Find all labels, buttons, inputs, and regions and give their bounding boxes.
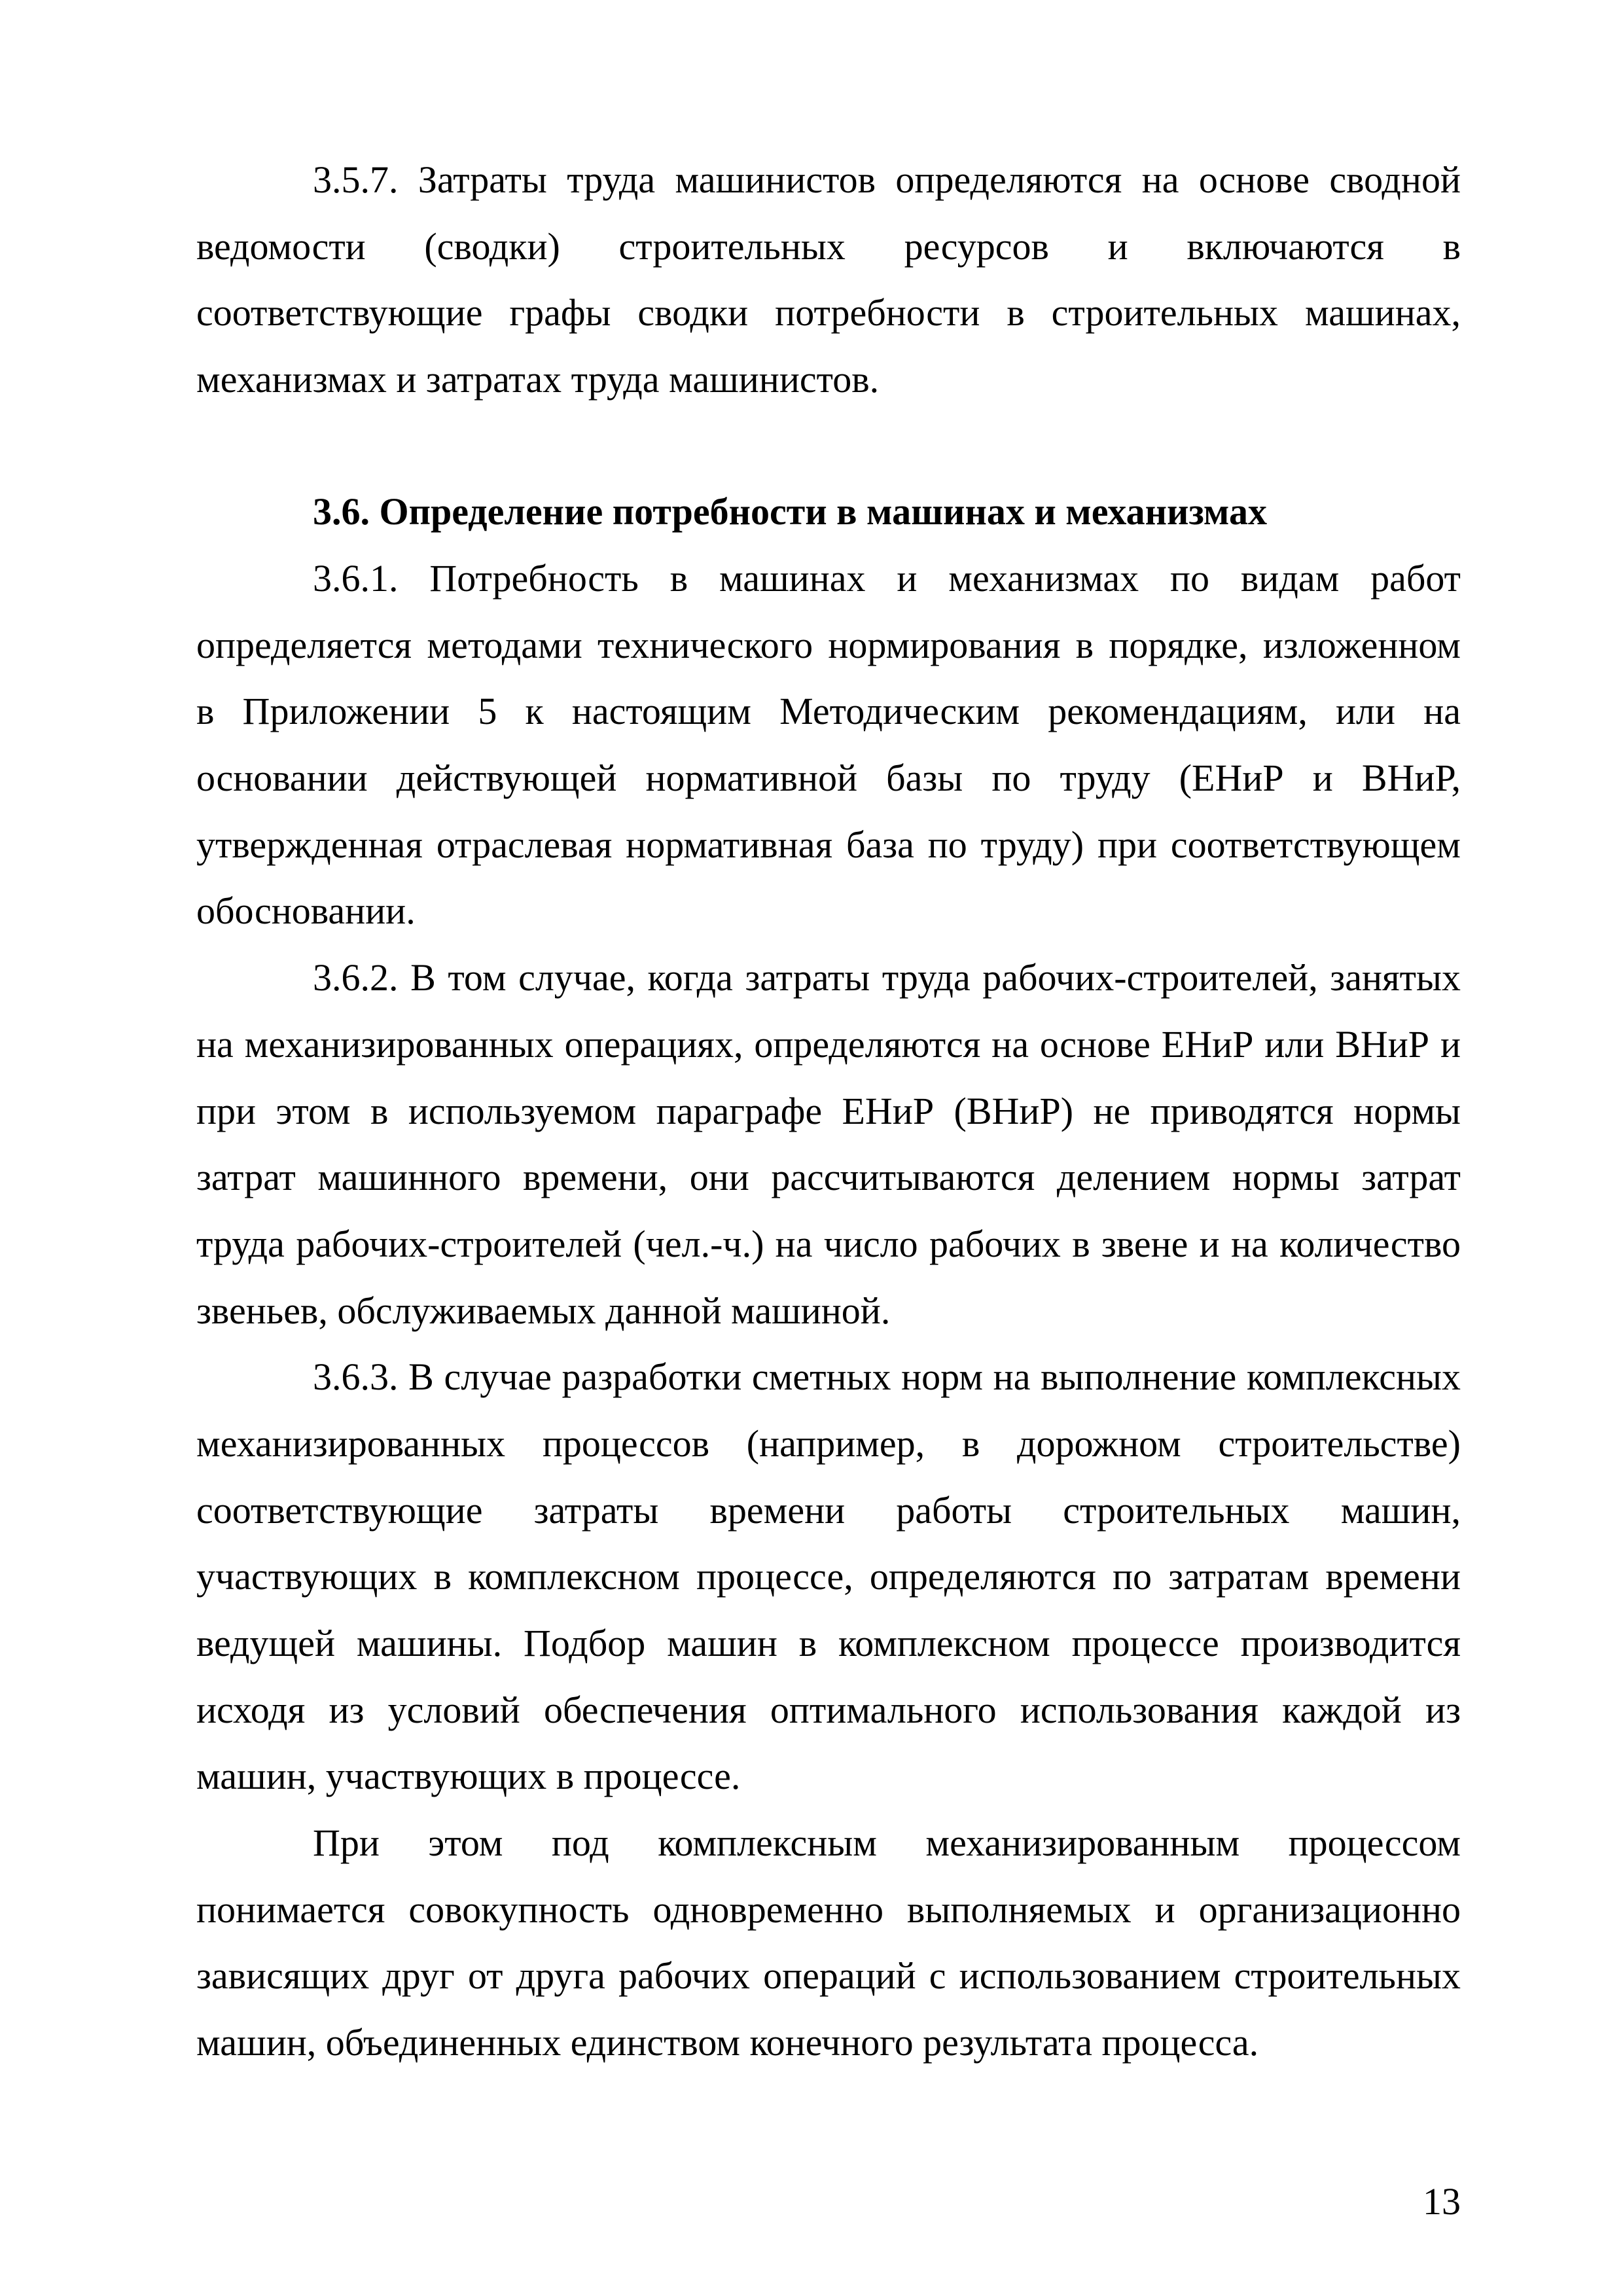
text-line: 3.6.2. В том случае, когда затраты труда рабочих-строителей, занятых: [313, 956, 1461, 999]
text-line: 3.6.1. Потребность в машинах и механизмах по видам работ: [313, 557, 1461, 600]
text-line: соответствующие затраты времени работы строительных машин,: [196, 1488, 1461, 1532]
text-line: труда рабочих-строителей (чел.-ч.) на число рабочих в звене и на количество: [196, 1222, 1461, 1265]
text-line: исходя из условий обеспечения оптимального использования каждой из: [196, 1688, 1461, 1731]
text-line: затрат машинного времени, они рассчитываются делением нормы затрат: [196, 1156, 1461, 1199]
text-line: соответствующие графы сводки потребности в строительных машинах,: [196, 291, 1461, 334]
text-line: обосновании.: [196, 889, 416, 933]
text-line: основании действующей нормативной базы по труду (ЕНиР и ВНиР,: [196, 757, 1461, 800]
text-line: 3.5.7. Затраты труда машинистов определяются на основе сводной: [313, 158, 1461, 201]
text-line: ведущей машины. Подбор машин в комплексном процессе производится: [196, 1622, 1461, 1664]
text-line: механизированных процессов (например, в дорожном строительстве): [196, 1422, 1461, 1465]
text-line: участвующих в комплексном процессе, определяются по затратам времени: [196, 1555, 1461, 1598]
text-line: 3.6.3. В случае разработки сметных норм на выполнение комплексных: [313, 1355, 1461, 1399]
text-line: механизмах и затратах труда машинистов.: [196, 358, 880, 401]
text-line: зависящих друг от друга рабочих операций с использованием строительных: [196, 1954, 1461, 1998]
paragraph-3-5-7: [196, 147, 1461, 413]
text-line: определяется методами технического нормирования в порядке, изложенном: [196, 623, 1461, 666]
text-line: утвержденная отраслевая нормативная база по труду) при соответствующем: [196, 823, 1461, 866]
page-number: 13: [1423, 2180, 1461, 2223]
section-heading: 3.6. Определение потребности в машинах и механизмах: [313, 490, 1268, 533]
text-line: ведомости (сводки) строительных ресурсов и включаются в: [196, 224, 1461, 268]
text-line: При этом под комплексным механизированным процессом: [313, 1821, 1461, 1865]
text-line: на механизированных операциях, определяются на основе ЕНиР или ВНиР и: [196, 1022, 1461, 1066]
text-line: машин, участвующих в процессе.: [196, 1755, 741, 1798]
text-line: при этом в используемом параграфе ЕНиР (ВНиР) не приводятся нормы: [196, 1089, 1461, 1132]
text-line: звеньев, обслуживаемых данной машиной.: [196, 1289, 891, 1332]
text-line: понимается совокупность одновременно выполняемых и организационно: [196, 1888, 1461, 1931]
text-line: в Приложении 5 к настоящим Методическим рекомендациям, или на: [196, 690, 1461, 733]
text-line: машин, объединенных единством конечного результата процесса.: [196, 2021, 1259, 2064]
section-3-6-body: [196, 545, 1461, 2076]
